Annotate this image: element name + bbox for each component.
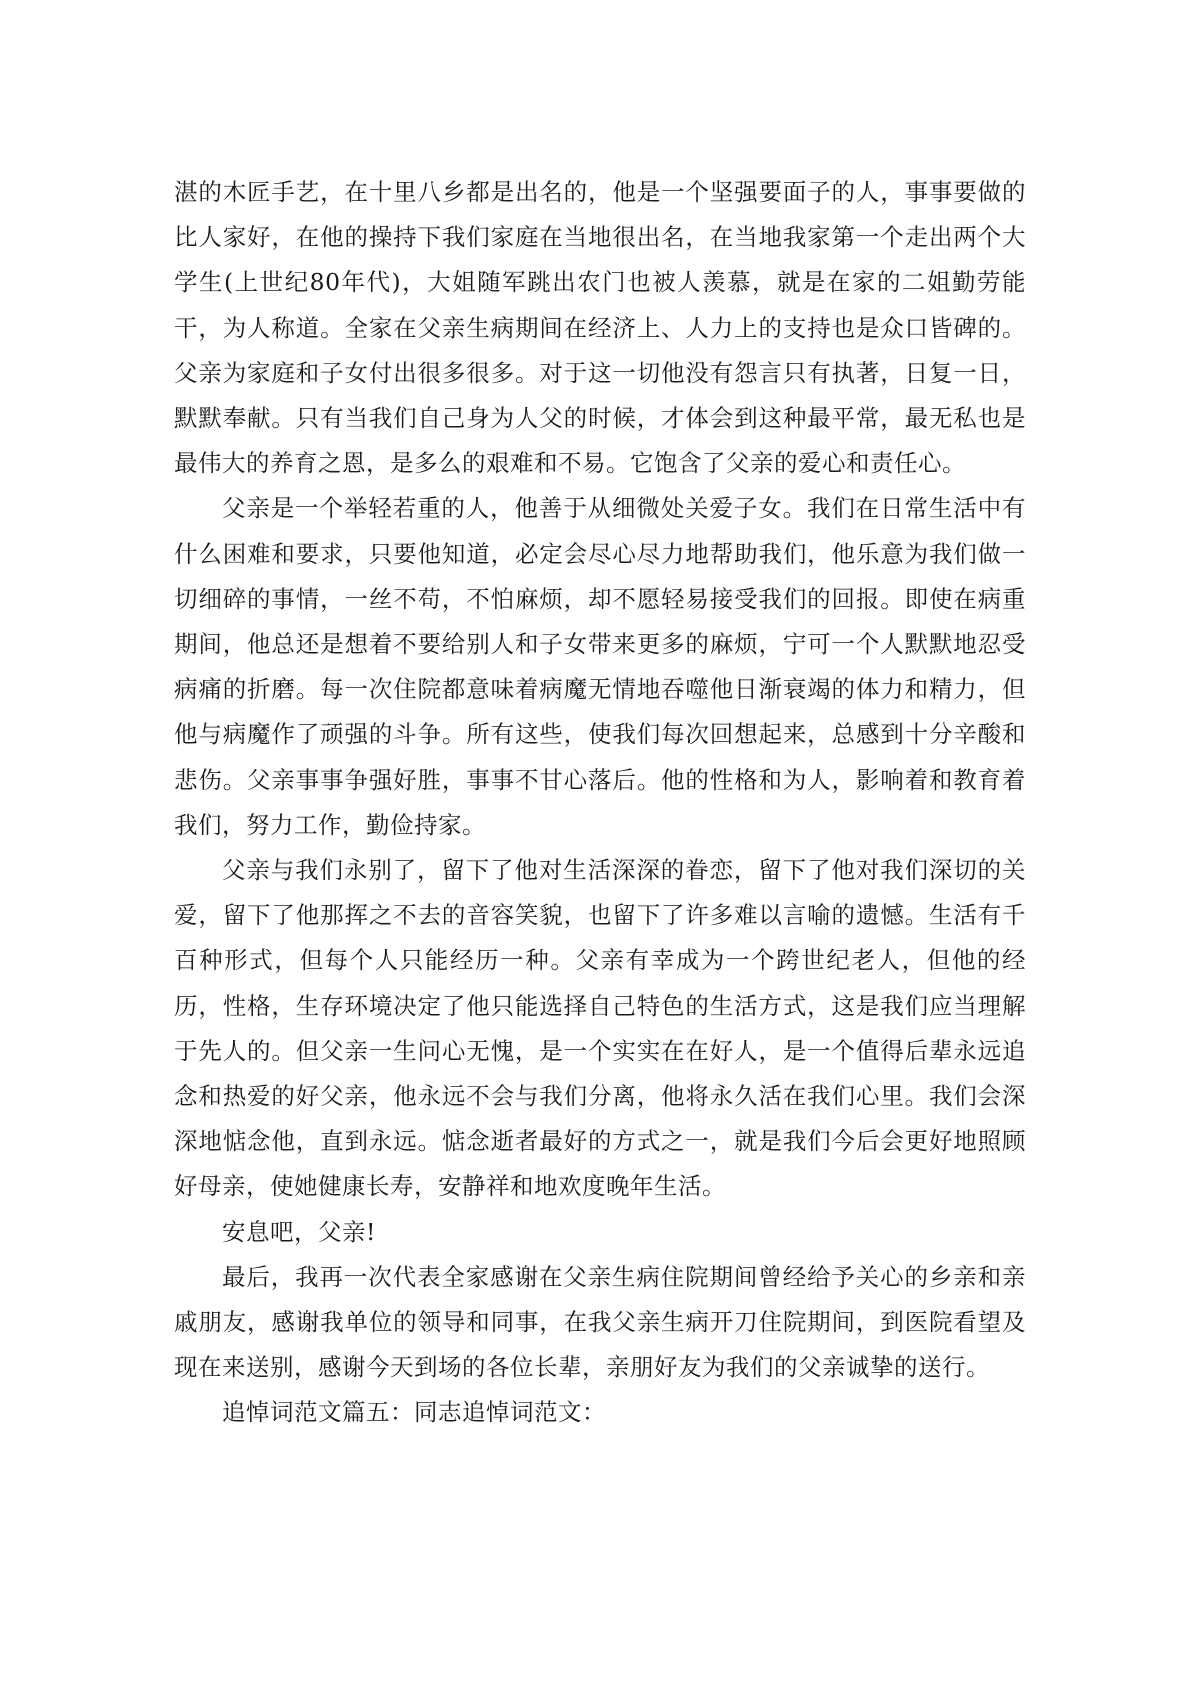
section-heading: 追悼词范文篇五：同志追悼词范文： (222, 1398, 606, 1427)
paragraph: 父亲与我们永别了，留下了他对生活深深的眷恋，留下了他对我们深切的关爱，留下了他那挥之不去的音容笑貌，也留下了许多难以言喻的遗憾。生活有千百种形式，但每个人只能经历一种。父亲有幸成为一个跨世纪老人，但他的经历，性格，生存环境决定了他只能选择自己特色的生活方式，这是我们应当理解于先人的。但父亲一生问心无愧，是一个实实在在好人，是一个值得后辈永远追念和热爱的好父亲，他永远不会与我们分离，他将永久活在我们心里。我们会深深地惦念他，直到永远。惦念逝者最好的方式之一，就是我们今后会更好地照顾好母亲，使她健康长寿，安静祥和地欢度晚年生活。 (174, 856, 1026, 1201)
paragraph: 最后，我再一次代表全家感谢在父亲生病住院期间曾经给予关心的乡亲和亲戚朋友，感谢我单位的领导和同事，在我父亲生病开刀住院期间，到医院看望及现在来送别，感谢今天到场的各位长辈，亲朋好友为我们的父亲诚挚的送行。 (174, 1262, 1026, 1382)
document-body (174, 170, 1026, 1436)
paragraph: 安息吧，父亲! (222, 1217, 376, 1246)
paragraph-continued: 湛的木匠手艺，在十里八乡都是出名的，他是一个坚强要面子的人，事事要做的比人家好，在他的操持下我们家庭在当地很出名，在当地我家第一个走出两个大学生(上世纪80年代)，大姐随军跳出农门也被人羡慕，就是在家的二姐勤劳能干，为人称道。全家在父亲生病期间在经济上、人力上的支持也是众口皆碑的。父亲为家庭和子女付出很多很多。对于这一切他没有怨言只有执著，日复一日，默默奉献。只有当我们自己身为人父的时候，才体会到这种最平常，最无私也是最伟大的养育之恩，是多么的艰难和不易。它饱含了父亲的爱心和责任心。 (174, 178, 1026, 478)
paragraph: 父亲是一个举轻若重的人，他善于从细微处关爱子女。我们在日常生活中有什么困难和要求，只要他知道，必定会尽心尽力地帮助我们，他乐意为我们做一切细碎的事情，一丝不苟，不怕麻烦，却不愿轻易接受我们的回报。即使在病重期间，他总还是想着不要给别人和子女带来更多的麻烦，宁可一个人默默地忍受病痛的折磨。每一次住院都意味着病魔无情地吞噬他日渐衰竭的体力和精力，但他与病魔作了顽强的斗争。所有这些，使我们每次回想起来，总感到十分辛酸和悲伤。父亲事事争强好胜，事事不甘心落后。他的性格和为人，影响着和教育着我们，努力工作，勤俭持家。 (174, 494, 1026, 839)
